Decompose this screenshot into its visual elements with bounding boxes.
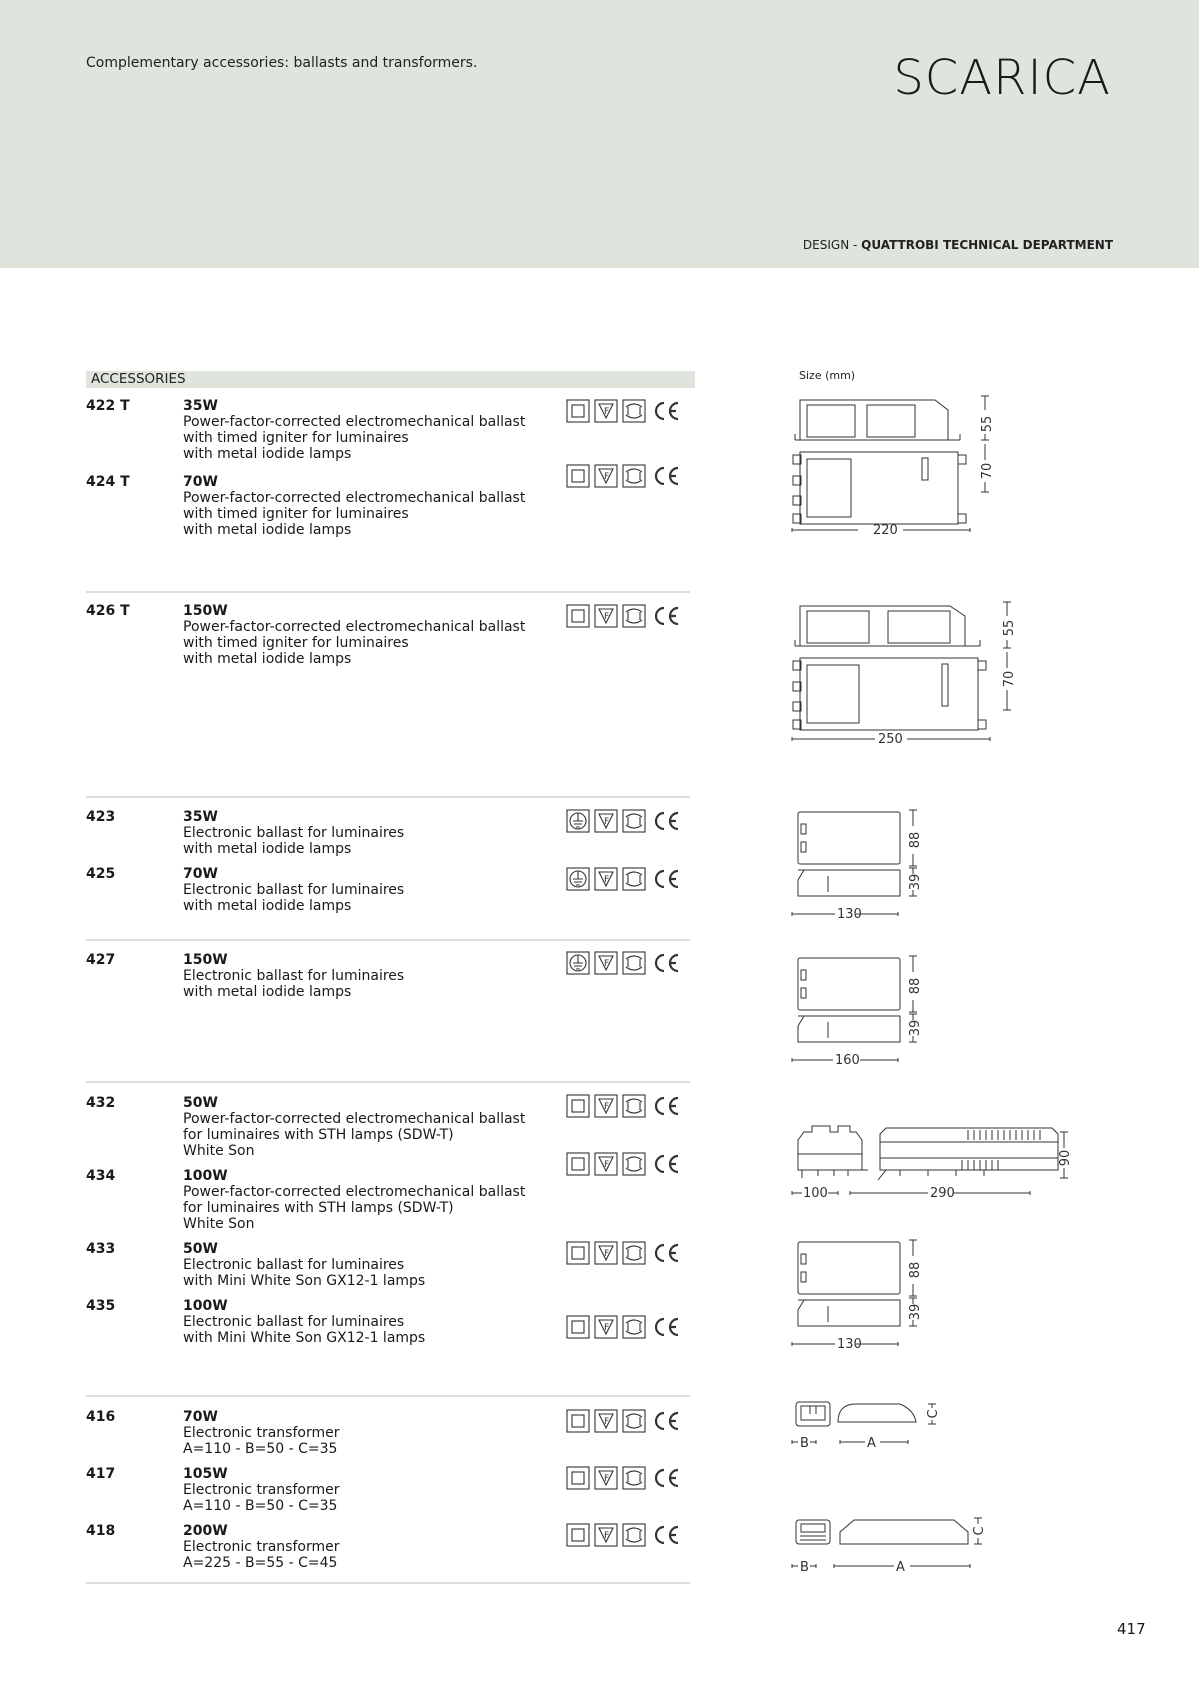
- dim-b: B: [800, 1436, 809, 1451]
- design-credit: [803, 238, 1113, 252]
- dim-height-2: 70: [1002, 670, 1017, 688]
- desc-line: with timed igniter for luminaires: [183, 635, 409, 651]
- desc-line: White Son: [183, 1216, 255, 1232]
- certification-icons: [566, 1408, 681, 1434]
- ce-mark-icon: [656, 1527, 664, 1543]
- certification-icons: [566, 1465, 681, 1491]
- dim-c: C: [972, 1526, 987, 1536]
- thermal-icon: [623, 868, 645, 890]
- brand-title: SCARICA: [893, 50, 1111, 106]
- desc-line: with metal iodide lamps: [183, 984, 352, 1000]
- thermal-icon: [623, 1410, 645, 1432]
- ballast-drawing: [790, 598, 1020, 750]
- desc-line: A=225 - B=55 - C=45: [183, 1555, 338, 1571]
- product-code: 427: [86, 952, 116, 968]
- wattage: 35W: [183, 809, 218, 825]
- desc-line: for luminaires with STH lamps (SDW-T): [183, 1127, 454, 1143]
- desc-line: with metal iodide lamps: [183, 841, 352, 857]
- f-letter: F: [604, 817, 610, 827]
- ce-mark-icon: [656, 608, 664, 624]
- double-insulation-icon: [567, 1153, 589, 1175]
- wattage: 105W: [183, 1466, 228, 1482]
- f-letter: F: [604, 959, 610, 969]
- dim-b: B: [800, 1560, 809, 1575]
- wattage: 100W: [183, 1298, 228, 1314]
- dim-width: 130: [837, 907, 862, 922]
- product-code: 434: [86, 1168, 116, 1184]
- electronic-ballast-drawing: [790, 952, 935, 1072]
- certification-icons: [566, 398, 681, 424]
- certification-icons: [566, 866, 681, 892]
- desc-line: Electronic ballast for luminaires: [183, 1257, 405, 1273]
- desc-line: Power-factor-corrected electromechanical ballast: [183, 619, 526, 635]
- section-title: ACCESSORIES: [86, 371, 695, 388]
- dim-c: C: [926, 1409, 941, 1419]
- double-insulation-icon: [567, 1242, 589, 1264]
- row-divider: [86, 1081, 690, 1083]
- certification-icons: [566, 1151, 681, 1177]
- electronic-ballast-drawing: [790, 1236, 935, 1356]
- thermal-icon: [623, 810, 645, 832]
- desc-line: with Mini White Son GX12-1 lamps: [183, 1330, 426, 1346]
- wattage: 100W: [183, 1168, 228, 1184]
- desc-line: with metal iodide lamps: [183, 446, 352, 462]
- certification-icons: [566, 950, 681, 976]
- desc-line: Power-factor-corrected electromechanical ballast: [183, 414, 526, 430]
- f-letter: F: [604, 472, 610, 482]
- wattage: 150W: [183, 603, 228, 619]
- dim-height-1: 88: [908, 831, 923, 849]
- thermal-icon: [623, 400, 645, 422]
- ce-mark-icon: [656, 1156, 664, 1172]
- ce-mark-icon: [656, 813, 664, 829]
- product-code: 425: [86, 866, 116, 882]
- product-desc: [183, 1523, 339, 1571]
- product-code: 435: [86, 1298, 116, 1314]
- dim-height: 90: [1058, 1149, 1073, 1167]
- ce-mark-icon: [656, 1245, 664, 1261]
- ce-mark-icon: [656, 1098, 664, 1114]
- page-number: 417: [1117, 1620, 1146, 1638]
- row-divider: [86, 1582, 690, 1584]
- certification-icons: [566, 808, 681, 834]
- wattage: 35W: [183, 398, 218, 414]
- design-prefix: DESIGN -: [802, 238, 862, 252]
- dim-width: 220: [873, 523, 898, 538]
- dim-height-2: 70: [980, 462, 995, 480]
- product-code: 432: [86, 1095, 116, 1111]
- row-divider: [86, 1395, 690, 1397]
- desc-line: with metal iodide lamps: [183, 651, 352, 667]
- dim-height-1: 88: [908, 1261, 923, 1279]
- desc-line: with metal iodide lamps: [183, 522, 352, 538]
- header-band: [0, 0, 1199, 268]
- ce-mark-icon: [656, 403, 664, 419]
- electronic-ballast-drawing: [790, 806, 935, 926]
- thermal-icon: [623, 1095, 645, 1117]
- ce-mark-icon: [656, 871, 664, 887]
- product-desc: [183, 1095, 525, 1159]
- f-letter: F: [604, 407, 610, 417]
- wattage: 70W: [183, 866, 218, 882]
- dim-width-2: 290: [930, 1186, 955, 1201]
- thermal-icon: [623, 1153, 645, 1175]
- double-insulation-icon: [567, 1410, 589, 1432]
- desc-line: Electronic ballast for luminaires: [183, 968, 405, 984]
- wattage: 70W: [183, 1409, 218, 1425]
- f-letter: F: [604, 612, 610, 622]
- f-letter: F: [604, 875, 610, 885]
- design-department: QUATTROBI TECHNICAL DEPARTMENT: [861, 238, 1113, 252]
- wattage: 50W: [183, 1241, 218, 1257]
- ce-mark-icon: [656, 1470, 664, 1486]
- product-desc: [183, 603, 525, 667]
- certification-icons: [566, 1093, 681, 1119]
- dim-width-1: 100: [803, 1186, 828, 1201]
- desc-line: Electronic transformer: [183, 1482, 340, 1498]
- f-letter: F: [604, 1249, 610, 1259]
- double-insulation-icon: [567, 1316, 589, 1338]
- f-letter: F: [604, 1417, 610, 1427]
- desc-line: A=110 - B=50 - C=35: [183, 1498, 338, 1514]
- double-insulation-icon: [567, 465, 589, 487]
- row-divider: [86, 939, 690, 941]
- dim-height-1: 55: [980, 415, 995, 433]
- wattage: 200W: [183, 1523, 228, 1539]
- dim-width: 160: [835, 1053, 860, 1068]
- thermal-icon: [623, 952, 645, 974]
- ce-mark-icon: [656, 1319, 664, 1335]
- row-divider: [86, 591, 690, 593]
- double-insulation-icon: [567, 400, 589, 422]
- desc-line: Electronic ballast for luminaires: [183, 1314, 405, 1330]
- product-desc: [183, 952, 404, 1000]
- ce-mark-icon: [656, 955, 664, 971]
- desc-line: White Son: [183, 1143, 255, 1159]
- product-code: 424 T: [86, 474, 130, 490]
- desc-line: with timed igniter for luminaires: [183, 506, 409, 522]
- thermal-icon: [623, 1467, 645, 1489]
- desc-line: A=110 - B=50 - C=35: [183, 1441, 338, 1457]
- desc-line: Electronic ballast for luminaires: [183, 825, 405, 841]
- desc-line: for luminaires with STH lamps (SDW-T): [183, 1200, 454, 1216]
- ballast-drawing: [790, 392, 1005, 542]
- dim-a: A: [896, 1560, 905, 1575]
- desc-line: with timed igniter for luminaires: [183, 430, 409, 446]
- certification-icons: [566, 463, 681, 489]
- product-code: 426 T: [86, 603, 130, 619]
- desc-line: with Mini White Son GX12-1 lamps: [183, 1273, 426, 1289]
- f-letter: F: [604, 1160, 610, 1170]
- size-label: Size (mm): [799, 369, 856, 382]
- dim-width: 130: [837, 1337, 862, 1352]
- desc-line: Power-factor-corrected electromechanical ballast: [183, 1111, 526, 1127]
- wattage: 50W: [183, 1095, 218, 1111]
- desc-line: Electronic ballast for luminaires: [183, 882, 405, 898]
- wattage: 150W: [183, 952, 228, 968]
- double-insulation-icon: [567, 1524, 589, 1546]
- product-desc: [183, 1409, 339, 1457]
- page-subtitle: Complementary accessories: ballasts and transformers.: [86, 55, 478, 71]
- desc-line: Power-factor-corrected electromechanical ballast: [183, 1184, 526, 1200]
- thermal-icon: [623, 1316, 645, 1338]
- product-desc: [183, 398, 525, 462]
- row-divider: [86, 796, 690, 798]
- thermal-icon: [623, 1242, 645, 1264]
- certification-icons: [566, 603, 681, 629]
- dim-height-2: 39: [908, 1303, 923, 1321]
- f-letter: F: [604, 1531, 610, 1541]
- product-desc: [183, 1298, 425, 1346]
- desc-line: Electronic transformer: [183, 1425, 340, 1441]
- double-insulation-icon: [567, 605, 589, 627]
- product-code: 422 T: [86, 398, 130, 414]
- f-letter: F: [604, 1323, 610, 1333]
- dim-width: 250: [878, 732, 903, 747]
- product-code: 418: [86, 1523, 116, 1539]
- certification-icons: [566, 1240, 681, 1266]
- ce-mark-icon: [656, 1413, 664, 1429]
- desc-line: Electronic transformer: [183, 1539, 340, 1555]
- wattage: 70W: [183, 474, 218, 490]
- dim-a: A: [867, 1436, 876, 1451]
- product-code: 433: [86, 1241, 116, 1257]
- certification-icons: [566, 1314, 681, 1340]
- dim-height-2: 39: [908, 1019, 923, 1037]
- desc-line: Power-factor-corrected electromechanical ballast: [183, 490, 526, 506]
- transformer-drawing: [790, 1512, 1000, 1580]
- dim-height-1: 88: [908, 977, 923, 995]
- product-desc: [183, 1168, 525, 1232]
- thermal-icon: [623, 1524, 645, 1546]
- transformer-drawing: [790, 1396, 960, 1456]
- dim-height-2: 39: [908, 873, 923, 891]
- dim-height-1: 55: [1002, 619, 1017, 637]
- product-desc: [183, 474, 525, 538]
- sth-ballast-drawing: [790, 1118, 1080, 1206]
- product-desc: [183, 1466, 339, 1514]
- product-code: 416: [86, 1409, 116, 1425]
- thermal-icon: [623, 465, 645, 487]
- certification-icons: [566, 1522, 681, 1548]
- product-desc: [183, 866, 404, 914]
- double-insulation-icon: [567, 1467, 589, 1489]
- double-insulation-icon: [567, 1095, 589, 1117]
- product-desc: [183, 809, 404, 857]
- ce-mark-icon: [656, 468, 664, 484]
- f-letter: F: [604, 1474, 610, 1484]
- product-code: 417: [86, 1466, 116, 1482]
- product-code: 423: [86, 809, 116, 825]
- thermal-icon: [623, 605, 645, 627]
- f-letter: F: [604, 1102, 610, 1112]
- desc-line: with metal iodide lamps: [183, 898, 352, 914]
- product-desc: [183, 1241, 425, 1289]
